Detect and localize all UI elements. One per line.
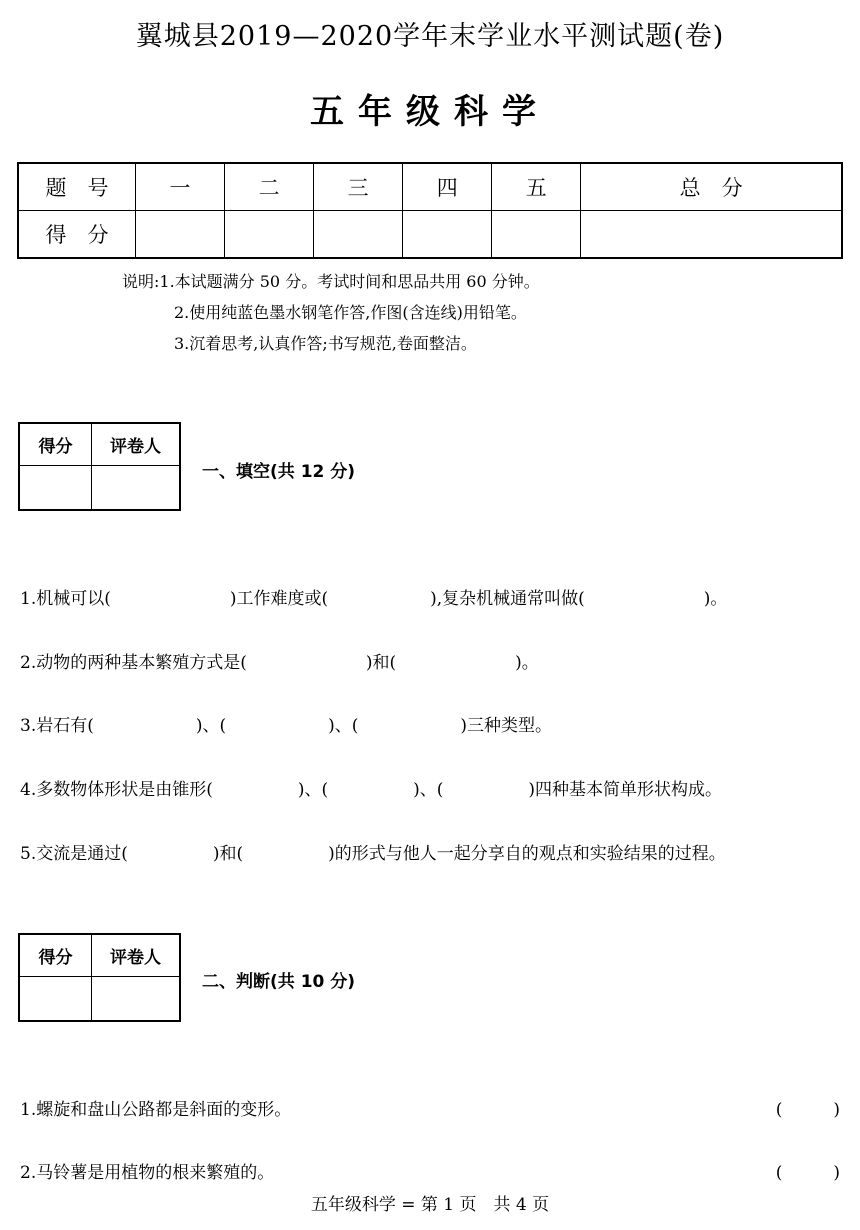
grader-name-cell [92, 977, 181, 1022]
grader-score-label: 得分 [19, 423, 92, 466]
score-table-header-cell: 二 [225, 163, 314, 211]
true-false-question: 1.螺旋和盘山公路都是斜面的变形。 [20, 1100, 292, 1120]
score-table-score-row [18, 211, 842, 259]
fill-blank-question: 5.交流是通过( )和( )的形式与他人一起分享自的观点和实验结果的过程。 [20, 844, 726, 864]
grader-box [18, 422, 181, 511]
score-cell [225, 211, 314, 259]
score-table-score-label: 得 分 [18, 211, 136, 259]
fill-blank-question: 3.岩石有( )、( )、( )三种类型。 [20, 716, 553, 736]
score-table-header-cell: 五 [492, 163, 581, 211]
grader-name-label: 评卷人 [92, 423, 181, 466]
score-table-header-cell: 一 [136, 163, 225, 211]
instruction-line: 说明:1.本试题满分 50 分。考试时间和思品共用 60 分钟。 [122, 272, 540, 291]
instructions [122, 266, 540, 359]
instruction-line: 2.使用纯蓝色墨水钢笔作答,作图(含连线)用铅笔。 [174, 303, 527, 322]
score-cell [136, 211, 225, 259]
answer-parentheses: ( ) [775, 1163, 840, 1183]
score-table-header-cell: 四 [403, 163, 492, 211]
score-cell [314, 211, 403, 259]
subject-title: 五年级科学 [310, 92, 550, 132]
score-table-header-cell: 三 [314, 163, 403, 211]
fill-blank-question: 4.多数物体形状是由锥形( )、( )、( )四种基本简单形状构成。 [20, 780, 723, 800]
section-heading: 一、填空(共 12 分) [202, 462, 356, 482]
grader-name-label: 评卷人 [92, 934, 181, 977]
grader-box [18, 933, 181, 1022]
exam-title: 翼城县2019—2020学年末学业水平测试题(卷) [135, 21, 725, 52]
answer-parentheses: ( ) [775, 1100, 840, 1120]
section-heading: 二、判断(共 10 分) [202, 972, 356, 992]
fill-blank-question: 2.动物的两种基本繁殖方式是( )和( )。 [20, 653, 539, 673]
grader-name-cell [92, 466, 181, 511]
instruction-line: 3.沉着思考,认真作答;书写规范,卷面整洁。 [174, 334, 477, 353]
score-cell [492, 211, 581, 259]
score-table-header-label: 题 号 [18, 163, 136, 211]
grader-score-cell [19, 466, 92, 511]
score-cell [581, 211, 842, 259]
fill-blank-question: 1.机械可以( )工作难度或( ),复杂机械通常叫做( )。 [20, 589, 728, 609]
score-table-header-total: 总 分 [581, 163, 842, 211]
grader-score-cell [19, 977, 92, 1022]
grader-score-label: 得分 [19, 934, 92, 977]
score-table [17, 162, 843, 259]
page-footer: 五年级科学 = 第 1 页 共 4 页 [310, 1195, 550, 1215]
true-false-question: 2.马铃薯是用植物的根来繁殖的。 [20, 1163, 275, 1183]
score-table-header-row [18, 163, 842, 211]
score-cell [403, 211, 492, 259]
